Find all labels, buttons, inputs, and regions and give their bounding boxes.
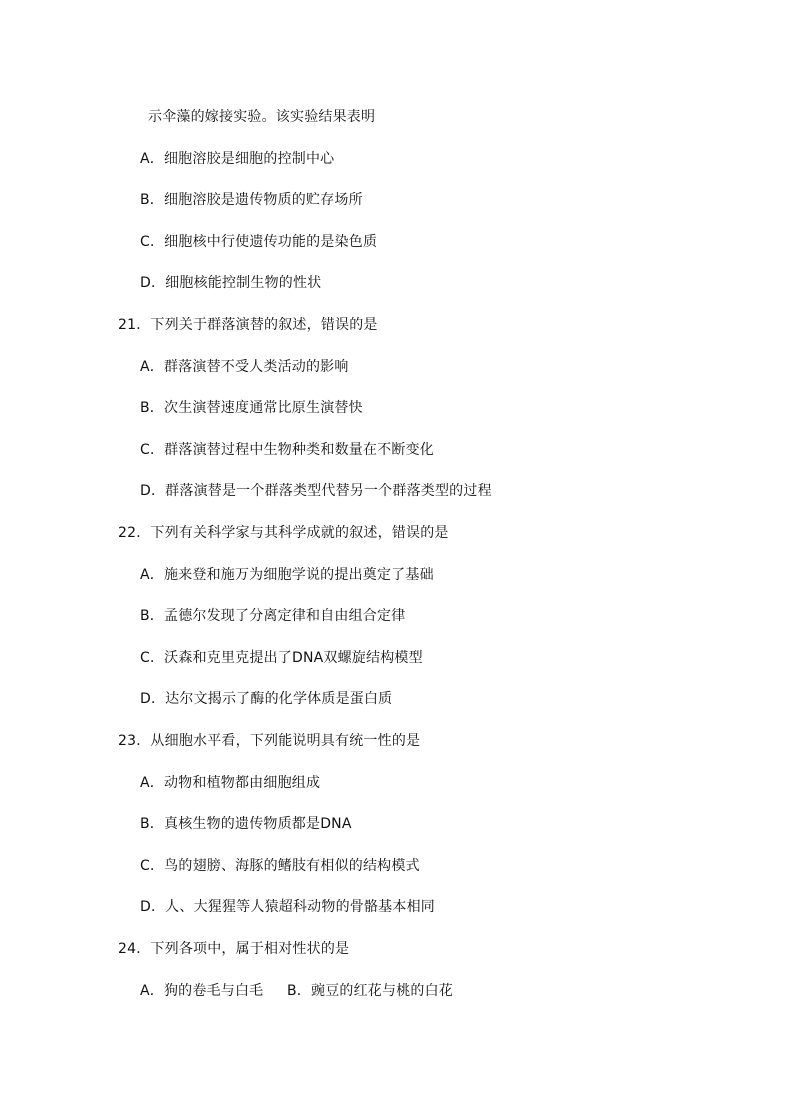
question-20-option-b: B．细胞溶胶是遗传物质的贮存场所 — [140, 192, 363, 208]
question-23-stem: 23．从细胞水平看，下列能说明具有统一性的是 — [118, 733, 421, 749]
question-20-stem-continuation: 示伞藻的嫁接实验。该实验结果表明 — [148, 109, 376, 125]
question-24-option-b: B．豌豆的红花与桃的白花 — [287, 983, 454, 999]
question-23-option-d: D．人、大猩猩等人猿超科动物的骨骼基本相同 — [140, 899, 435, 915]
question-21-option-b: B．次生演替速度通常比原生演替快 — [140, 400, 363, 416]
question-23-option-b: B．真核生物的遗传物质都是DNA — [140, 816, 352, 832]
question-21-stem: 21．下列关于群落演替的叙述，错误的是 — [118, 317, 378, 333]
question-21-option-d: D．群落演替是一个群落类型代替另一个群落类型的过程 — [140, 483, 492, 499]
question-22-option-d: D．达尔文揭示了酶的化学体质是蛋白质 — [140, 691, 393, 707]
question-22-option-b: B．孟德尔发现了分离定律和自由组合定律 — [140, 608, 406, 624]
question-22-option-c: C．沃森和克里克提出了DNA双螺旋结构模型 — [140, 650, 423, 666]
question-23-option-c: C．鸟的翅膀、海豚的鳍肢有相似的结构模式 — [140, 858, 420, 874]
question-21-option-a: A．群落演替不受人类活动的影响 — [140, 359, 349, 375]
question-22-stem: 22．下列有关科学家与其科学成就的叙述，错误的是 — [118, 525, 449, 541]
question-22-option-a: A．施来登和施万为细胞学说的提出奠定了基础 — [140, 567, 434, 583]
question-20-option-d: D．细胞核能控制生物的性状 — [140, 275, 322, 291]
question-24-stem: 24．下列各项中，属于相对性状的是 — [118, 941, 350, 957]
question-23-option-a: A．动物和植物都由细胞组成 — [140, 775, 321, 791]
question-24-option-a: A．狗的卷毛与白毛 — [140, 983, 264, 999]
question-21-option-c: C．群落演替过程中生物种类和数量在不断变化 — [140, 442, 434, 458]
question-20-option-a: A．细胞溶胶是细胞的控制中心 — [140, 151, 335, 167]
question-20-option-c: C．细胞核中行使遗传功能的是染色质 — [140, 234, 378, 250]
